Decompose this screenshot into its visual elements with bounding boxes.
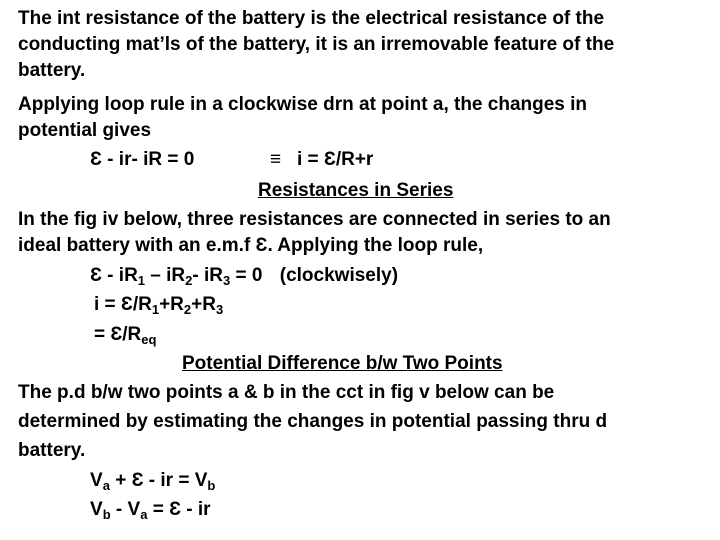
equation-series-loop: Ɛ - $iR_1 - iR_2-$ $iR_3 = 0$ (clockwisely) (90, 265, 399, 288)
equivalence-symbol: ≡ (270, 149, 282, 170)
para4-line2: determined by estimating the changes in potential passing thru d (18, 411, 608, 432)
para2-line2: potential gives (18, 120, 152, 141)
equation-potential-a-to-b: $V_a$ + Ɛ - ir = $V_b$ (90, 470, 216, 493)
para1-line1: The int resistance of the battery is the electrical resistance of the (18, 8, 605, 29)
equation-loop-rule: Ɛ - ir- iR = 0 (90, 149, 195, 170)
clockwise-note: (clockwisely) (279, 265, 399, 286)
para4-line3: battery. (18, 440, 86, 461)
para3-line1: In the fig iv below, three resistances are connected in series to an (18, 209, 611, 230)
para1-line2: conducting mat’ls of the battery, it is an irremovable feature of the (18, 34, 615, 55)
heading-resistances-in-series: Resistances in Series (258, 180, 454, 201)
equation-current: i = Ɛ/R+r (297, 149, 374, 170)
heading-potential-difference: Potential Difference b/w Two Points (182, 353, 503, 374)
para3-line2: ideal battery with an e.m.f Ɛ. Applying the loop rule, (18, 235, 484, 256)
equation-equivalent-resistance: = $Ɛ/R_{eq}$ (94, 324, 157, 347)
para4-line1: The p.d b/w two points a & b in the cct in fig v below can be (18, 382, 555, 403)
equation-series-current: $i = Ɛ/R_1+R_2+R_3$ (94, 294, 224, 317)
equation-potential-difference: $V_b - V_a$ = Ɛ - ir (90, 499, 211, 522)
para2-line1: Applying loop rule in a clockwise drn at point a, the changes in (18, 94, 588, 115)
para1-line3: battery. (18, 60, 86, 81)
